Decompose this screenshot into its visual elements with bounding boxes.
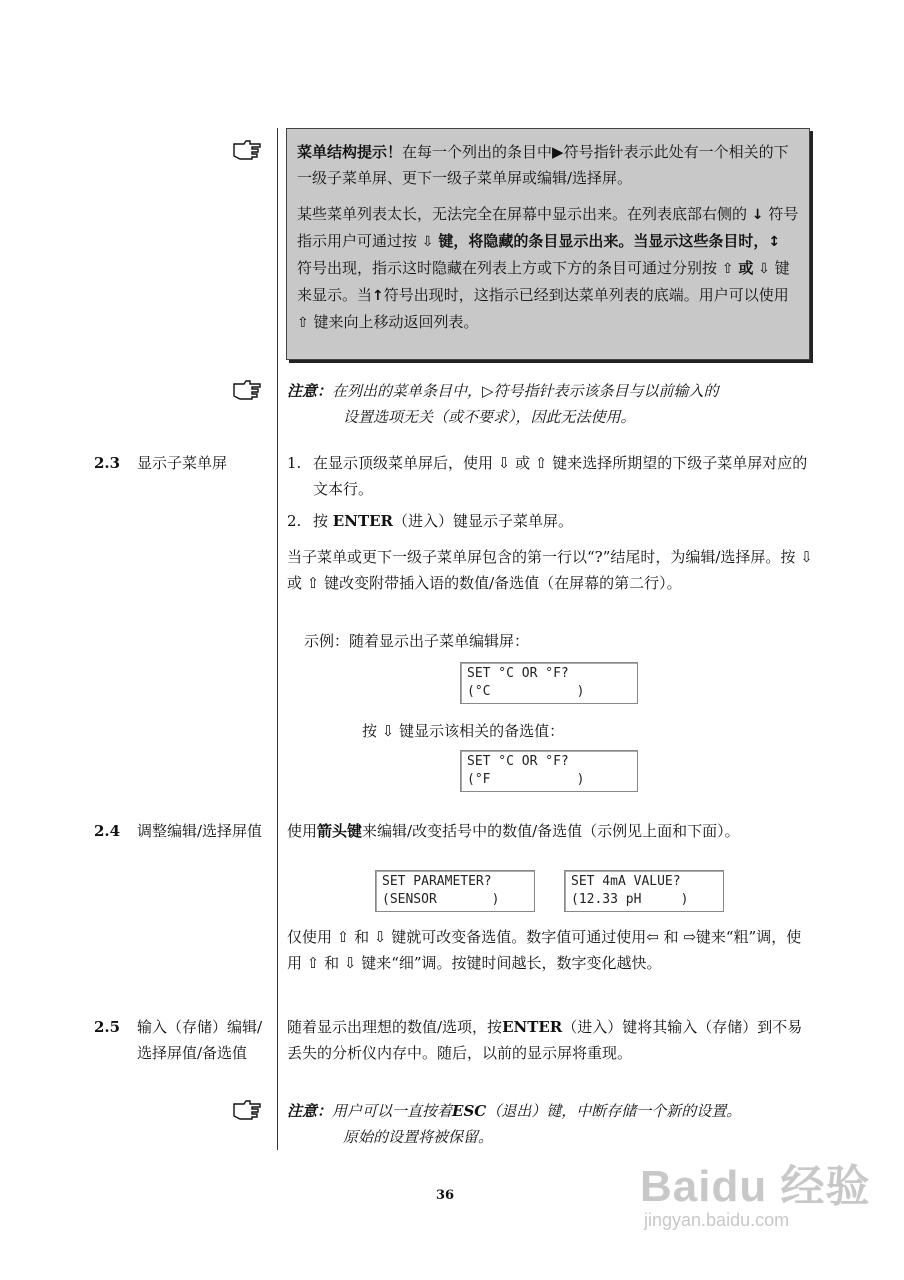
tip-text: 符号指示用户可通过按 <box>297 205 799 250</box>
lcd-line: SET 4mA VALUE? <box>571 874 681 889</box>
tip-text: 符号出现时，这指示已经到达菜单列表的底端。用户可以使用 <box>383 286 789 304</box>
list-text: 按 <box>313 512 329 530</box>
column-divider <box>277 128 278 1150</box>
watermark-url: jingyan.baidu.com <box>644 1210 790 1230</box>
list-number: 2. <box>287 512 302 530</box>
paragraph <box>287 1014 815 1066</box>
note-text: 设置选项无关（或不要求），因此无法使用。 <box>343 408 636 426</box>
down-key-icon: ⇩ <box>421 234 434 250</box>
tip-text: 在每一个列出的条目中 <box>402 143 553 161</box>
lcd-line: (SENSOR ) <box>382 892 500 907</box>
list-text: 在显示顶级菜单屏后，使用 ⇩ 或 ⇧ 键来选择所期望的下级子菜单屏对应的文本行。 <box>313 454 808 498</box>
enter-key-label: ENTER <box>502 1018 563 1036</box>
section-number: 2.3 <box>94 454 121 472</box>
tip-text: 键来向上移动返回列表。 <box>313 313 479 331</box>
lcd-line: SET PARAMETER? <box>382 874 492 889</box>
paragraph-text: 随着显示出理想的数值/选项，按 <box>287 1018 503 1036</box>
lcd-line: SET °C OR °F? <box>467 666 569 681</box>
paragraph <box>287 544 815 596</box>
up-key-icon: ⇧ <box>297 315 309 331</box>
paragraph-text: 来编辑/改变括号中的数值/备选值（示例见上面和下面）。 <box>362 822 740 840</box>
lcd-display <box>375 870 535 912</box>
lcd-display <box>460 662 638 704</box>
note-1 <box>287 378 817 430</box>
section-title: 调整编辑/选择屏值 <box>137 822 263 840</box>
arrow-keys-label: 箭头键 <box>317 822 363 840</box>
lcd-display <box>460 750 638 792</box>
tip-text: 符号出现，指示这时隐藏在列表上方或下方的条目可通过分别按 <box>297 259 718 277</box>
lcd-line: SET °C OR °F? <box>467 754 569 769</box>
pointing-hand-icon <box>232 1098 262 1120</box>
updown-arrow-icon: ↕ <box>768 234 781 250</box>
section-title: 输入（存储）编辑/选择屏值/备选值 <box>137 1018 263 1062</box>
lcd-line: (°C ) <box>467 684 585 699</box>
note-label: 注意： <box>287 1102 333 1120</box>
paragraph-text: 使用 <box>287 822 318 840</box>
or-text: 或 <box>738 259 754 277</box>
press-instruction: 按 ⇩ 键显示该相关的备选值： <box>362 722 565 740</box>
section-number: 2.5 <box>94 1018 121 1036</box>
note-text: 在列出的菜单条目中，▷符号指针表示该条目与以前输入的 <box>332 382 719 400</box>
note-text: 用户可以一直按着 <box>332 1102 453 1120</box>
pointer-symbol: ▶ <box>552 143 564 161</box>
list-item <box>287 508 815 534</box>
up-key-icon: ⇧ <box>721 261 734 277</box>
tip-label: 菜单结构提示！ <box>297 143 403 161</box>
paragraph <box>287 924 815 976</box>
lcd-line: (°F ) <box>467 772 585 787</box>
watermark-logo: Baidu 经验 <box>640 1162 871 1211</box>
lcd-display <box>564 870 724 912</box>
down-arrow-icon: ↓ <box>751 207 764 223</box>
paragraph-text: 仅使用 ⇧ 和 ⇩ 键就可改变备选值。数字值可通过使用⇦ 和 ⇨键来“粗”调，使用 ⇧ 和 ⇩ 键来“细”调。按键时间越长，数字变化越快。 <box>287 928 802 972</box>
section-title: 显示子菜单屏 <box>137 454 228 472</box>
menu-structure-tip-box <box>286 128 810 360</box>
watermark <box>640 1150 880 1270</box>
tip-text: 符号指针表示此处有一个相关的下一级子菜单屏、更下一级子菜单屏或编辑/选择屏。 <box>297 143 789 187</box>
esc-key-label: ESC <box>452 1102 487 1120</box>
list-text: （进入）键显示子菜单屏。 <box>393 512 574 530</box>
note-text: （退出）键，中断存储一个新的设置。 <box>486 1102 742 1120</box>
list-item <box>287 450 815 502</box>
tip-text: 某些菜单列表太长，无法完全在屏幕中显示出来。在列表底部右侧的 <box>297 205 748 223</box>
tip-text: 键，将隐藏的条目显示出来。当显示这些条目时， <box>438 232 769 250</box>
note-text: 原始的设置将被保留。 <box>343 1128 494 1146</box>
note-label: 注意： <box>287 382 333 400</box>
lcd-line: (12.33 pH ) <box>571 892 689 907</box>
down-key-icon: ⇩ <box>758 261 770 277</box>
paragraph-text: （进入）键将其输入（存储）到不易丢失的分析仪内存中。随后，以前的显示屏将重现。 <box>287 1018 803 1062</box>
up-arrow-icon: ↑ <box>372 288 384 304</box>
enter-key-label: ENTER <box>332 512 394 530</box>
list-number: 1. <box>287 454 302 472</box>
tip-text: 键来显示。当 <box>297 259 790 304</box>
section-number: 2.4 <box>94 822 121 840</box>
pointing-hand-icon <box>232 378 262 400</box>
page-number: 36 <box>436 1188 455 1203</box>
paragraph-text: 当子菜单或更下一级子菜单屏包含的第一行以“?”结尾时，为编辑/选择屏。按 ⇩ 或 ⇧ 键改变附带插入语的数值/备选值（在屏幕的第二行）。 <box>287 548 813 592</box>
example-label: 示例：随着显示出子菜单编辑屏： <box>304 632 530 650</box>
paragraph <box>287 818 815 844</box>
pointing-hand-icon <box>232 138 262 160</box>
note-2 <box>287 1098 817 1150</box>
